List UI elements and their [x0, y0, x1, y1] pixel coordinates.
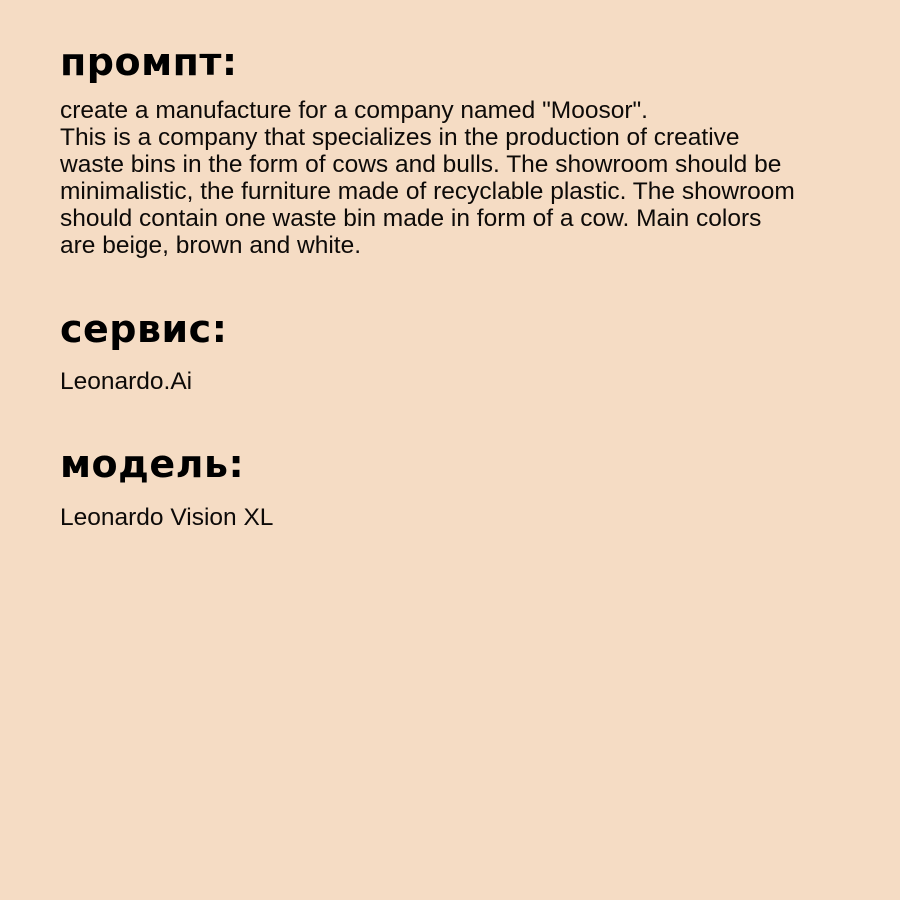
prompt-line: should contain one waste bin made in form of a cow. Main colors: [60, 205, 762, 232]
prompt-line: waste bins in the form of cows and bulls. The showroom should be: [60, 151, 782, 178]
service-value: Leonardo.Ai: [60, 368, 193, 395]
model-value: Leonardo Vision XL: [60, 504, 274, 531]
prompt-line: minimalistic, the furniture made of recyclable plastic. The showroom: [60, 178, 795, 205]
prompt-heading: промпт:: [60, 40, 238, 84]
prompt-line: This is a company that specializes in the production of creative: [60, 124, 740, 151]
prompt-line: create a manufacture for a company named "Moosor".: [60, 97, 648, 124]
service-heading: сервис:: [60, 307, 228, 351]
model-heading: модель:: [60, 442, 245, 486]
prompt-line: are beige, brown and white.: [60, 232, 361, 259]
prompt-text: [60, 97, 795, 259]
